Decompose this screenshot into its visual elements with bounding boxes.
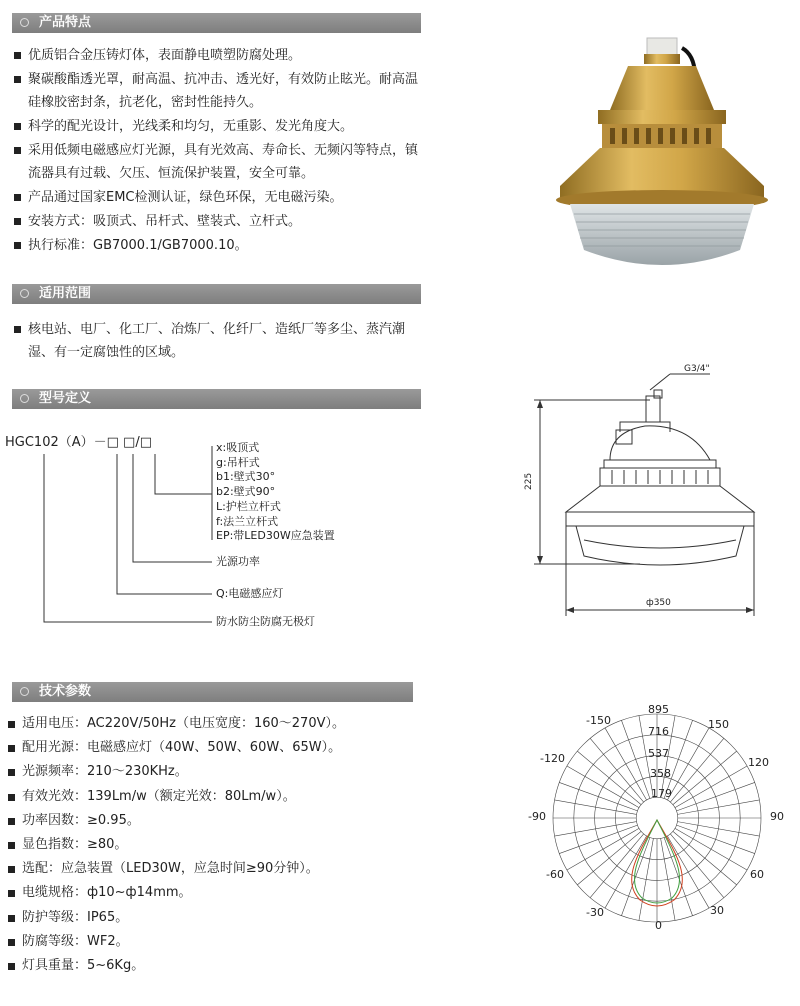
model-base: 防水防尘防腐无极灯 [216, 615, 315, 628]
diameter-label: ф350 [646, 598, 671, 608]
features-list [12, 44, 424, 258]
polar-grid-spoke [667, 728, 709, 800]
square-bullet-icon [8, 769, 15, 776]
square-bullet-icon [8, 963, 15, 970]
square-bullet-icon [14, 218, 21, 225]
list-item: 防腐等级：WF2。 [6, 930, 426, 954]
square-bullet-icon [14, 52, 21, 59]
circle-bullet-icon [20, 687, 29, 696]
polar-grid-spoke [677, 800, 759, 814]
polar-grid-spoke [590, 738, 643, 802]
circle-bullet-icon [20, 18, 29, 27]
model-options [216, 441, 335, 544]
list-item: 核电站、电厂、化工厂、冶炼厂、化纤厂、造纸厂等多尘、蒸汽潮湿、有一定腐蚀性的区域。 [12, 318, 424, 364]
list-item: 采用低频电磁感应灯光源，具有光效高、寿命长、无频闪等特点，镇流器具有过载、欠压、恒流保护装置，安全可靠。 [12, 139, 424, 185]
model-option: EP:带LED30W应急装置 [216, 529, 335, 543]
list-item: 科学的配光设计，光线柔和均匀，无重影、发光角度大。 [12, 115, 424, 138]
list-item: 安装方式：吸顶式、吊杆式、壁装式、立杆式。 [12, 210, 424, 233]
polar-grid-spoke [667, 836, 709, 908]
list-item: 优质铝合金压铸灯体，表面静电喷塑防腐处理。 [12, 44, 424, 67]
square-bullet-icon [14, 76, 21, 83]
square-bullet-icon [14, 326, 21, 333]
polar-grid-spoke [555, 822, 637, 836]
polar-grid-spoke [555, 800, 637, 814]
angle-label: -60 [546, 868, 564, 881]
polar-grid-ring [636, 797, 678, 839]
square-bullet-icon [14, 242, 21, 249]
polar-grid-spoke [567, 828, 639, 870]
list-item: 光源频率：210～230KHz。 [6, 760, 426, 784]
list-item: 功率因数：≥0.95。 [6, 809, 426, 833]
square-bullet-icon [8, 939, 15, 946]
polar-grid-spoke [661, 838, 675, 920]
polar-grid-spoke [577, 751, 641, 804]
angle-label: -120 [540, 752, 565, 765]
list-item: 选配：应急装置（LED30W，应急时间≥90分钟）。 [6, 857, 426, 881]
polar-grid-spoke [605, 836, 647, 908]
square-bullet-icon [8, 745, 15, 752]
angle-label: -150 [586, 714, 611, 727]
polar-diagram [520, 700, 790, 930]
model-option: b2:壁式90° [216, 485, 276, 499]
circle-bullet-icon [20, 289, 29, 298]
section-header-scope: 适用范围 [12, 284, 421, 304]
model-option: x:吸顶式 [216, 441, 260, 454]
list-item: 显色指数：≥80。 [6, 833, 426, 857]
section-header-model: 型号定义 [12, 389, 421, 409]
model-code: HGC102（A）－□ □/□ [5, 435, 152, 450]
model-power: 光源功率 [216, 555, 260, 568]
radial-label: 895 [648, 703, 669, 716]
model-option: b1:壁式30° [216, 470, 276, 484]
list-item: 防护等级：IP65。 [6, 906, 426, 930]
square-bullet-icon [8, 818, 15, 825]
polar-grid-spoke [677, 825, 755, 853]
polar-grid-spoke [670, 738, 723, 802]
list-item: 适用电压：AC220V/50Hz（电压宽度：160～270V）。 [6, 712, 426, 736]
polar-grid-spoke [675, 766, 747, 808]
list-item: 有效光效：139Lm/w（额定光效：80Lm/w）。 [6, 785, 426, 809]
height-label: 225 [524, 472, 534, 490]
polar-grid-spoke [675, 828, 747, 870]
square-bullet-icon [8, 915, 15, 922]
square-bullet-icon [14, 147, 21, 154]
list-item: 电缆规格：ф10~ф14mm。 [6, 881, 426, 905]
radial-label: 358 [650, 767, 671, 780]
list-item: 聚碳酸酯透光罩，耐高温、抗冲击、透光好，有效防止眩光。耐高温硅橡胶密封条，抗老化，密封性能持久。 [12, 68, 424, 114]
radial-label: 716 [648, 725, 669, 738]
list-item: 产品通过国家EMC检测认证，绿色环保，无电磁污染。 [12, 186, 424, 209]
angle-label: 30 [710, 904, 724, 917]
polar-grid-spoke [639, 838, 653, 920]
angle-label: 120 [748, 756, 769, 769]
polar-grid-spoke [621, 720, 649, 798]
square-bullet-icon [14, 194, 21, 201]
angle-label: -90 [528, 810, 546, 823]
square-bullet-icon [14, 123, 21, 130]
circle-bullet-icon [20, 394, 29, 403]
polar-grid-spoke [559, 782, 637, 810]
product-photo [500, 18, 780, 278]
model-option: f:法兰立杆式 [216, 514, 279, 528]
polar-grid-spoke [677, 822, 759, 836]
polar-grid-spoke [559, 825, 637, 853]
list-item: 配用光源：电磁感应灯（40W、50W、60W、65W）。 [6, 736, 426, 760]
square-bullet-icon [8, 842, 15, 849]
section-header-features: 产品特点 [12, 13, 421, 33]
polar-grid-spoke [567, 766, 639, 808]
tech-list [6, 712, 426, 978]
polar-grid-spoke [677, 782, 755, 810]
polar-grid-spoke [664, 838, 692, 916]
list-item: 执行标准：GB7000.1/GB7000.10。 [12, 234, 424, 257]
radial-label: 0 [655, 919, 662, 930]
scope-list [12, 318, 424, 365]
dimension-drawing [520, 360, 780, 630]
radial-label: 179 [651, 787, 672, 800]
model-option: L:护栏立杆式 [216, 499, 281, 513]
radial-label: 537 [648, 747, 669, 760]
list-item: 灯具重量：5~6Kg。 [6, 954, 426, 978]
square-bullet-icon [8, 721, 15, 728]
angle-label: -30 [586, 906, 604, 919]
model-option: g:吊杆式 [216, 455, 260, 469]
angle-label: 90 [770, 810, 784, 823]
angle-label: 60 [750, 868, 764, 881]
square-bullet-icon [8, 866, 15, 873]
model-lamp: Q:电磁感应灯 [216, 587, 284, 600]
section-header-tech: 技术参数 [12, 682, 413, 702]
thread-label: G3/4" [684, 364, 710, 374]
square-bullet-icon [8, 794, 15, 801]
polar-grid-spoke [621, 838, 649, 916]
square-bullet-icon [8, 890, 15, 897]
polar-grid-spoke [673, 751, 737, 804]
angle-label: 150 [708, 718, 729, 731]
polar-grid-spoke [605, 728, 647, 800]
